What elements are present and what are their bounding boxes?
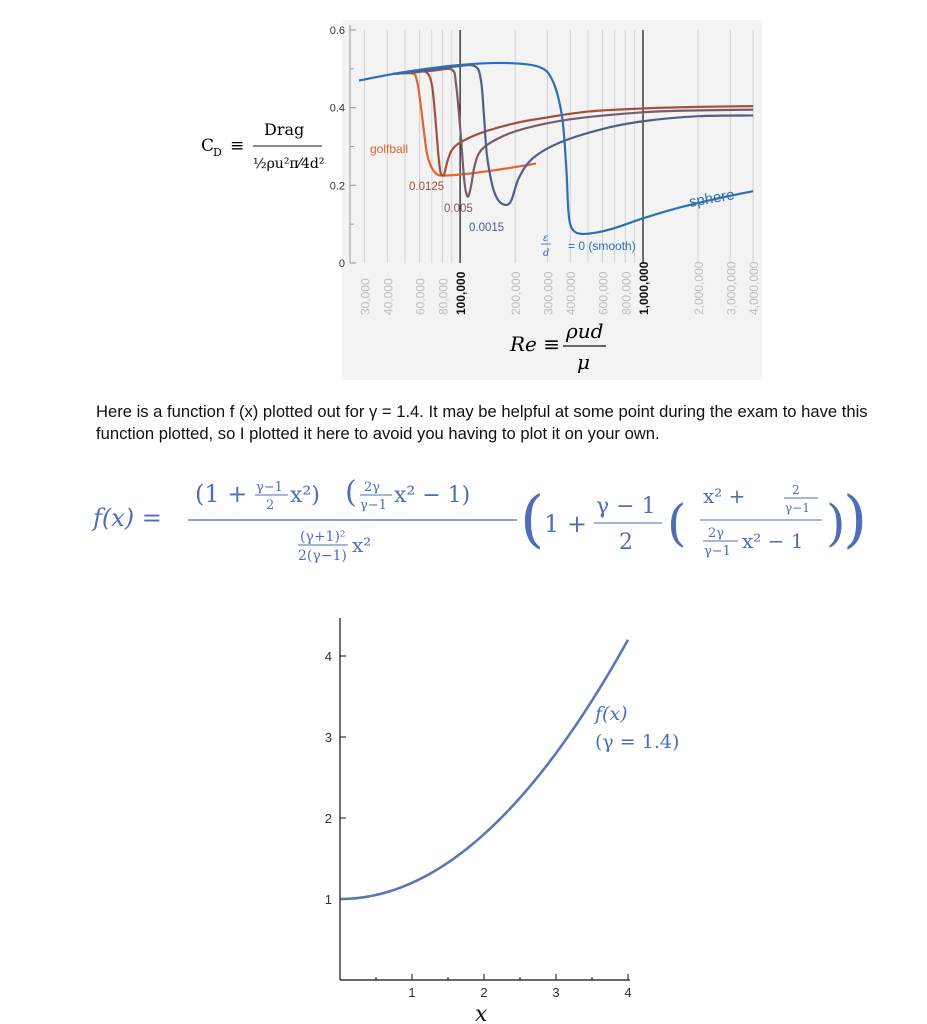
fx-annotation-line2: (γ = 1.4) (595, 731, 680, 753)
fx-x-tick-label: 4 (624, 985, 632, 1000)
formula-open-paren: ( (345, 475, 357, 510)
y-tick-label: 0.2 (329, 180, 345, 193)
formula-inner-den-rest: x² − 1 (742, 529, 804, 553)
x-tick-label: 800,000 (619, 271, 634, 315)
formula (0, 470, 927, 580)
annotation-epsilon: ε (543, 233, 549, 244)
formula-rhs-frac-den: 2 (619, 530, 633, 555)
fx-chart-ticks (325, 649, 632, 1000)
fx-y-tick-label: 4 (324, 649, 332, 664)
annotation-3: 0.005 (444, 203, 473, 215)
formula-rhs-one: 1 + (544, 510, 588, 538)
fx-y-tick-label: 1 (324, 892, 332, 907)
x-tick-label: 400,000 (564, 271, 579, 315)
x-tick-label: 300,000 (541, 271, 556, 315)
formula-num-a: (1 + (195, 480, 248, 508)
annotation-1: golfball (370, 142, 409, 156)
formula-inner-den-frac-num: 2γ (708, 526, 725, 541)
annotation-6: sphere (687, 186, 736, 211)
fx-chart-series-line (341, 640, 628, 899)
drag-chart (0, 0, 927, 395)
fx-annotation-line1: f(x) (595, 703, 628, 725)
fx-x-axis-label: x (475, 1002, 488, 1024)
formula-frac1-den: 2 (266, 498, 275, 513)
fx-chart-axes (340, 618, 630, 980)
cd-symbol: C (201, 136, 215, 156)
formula-mid-open-paren: ( (667, 494, 687, 552)
formula-inner-small-den: γ−1 (785, 501, 810, 515)
formula-lhs: f(x) = (93, 504, 162, 532)
annotation-4: 0.0015 (469, 222, 505, 234)
formula-inner-small-num: 2 (792, 483, 800, 497)
x-tick-label: 40,000 (381, 278, 396, 315)
formula-frac2-num: 2γ (364, 480, 381, 495)
formula-den-frac-den: 2(γ−1) (298, 548, 347, 564)
formula-num-b: x²) (290, 483, 320, 508)
annotation-d: d (543, 248, 550, 259)
x-tick-label: 60,000 (413, 278, 428, 315)
formula-den-x: x² (352, 533, 372, 557)
x-tick-label: 30,000 (358, 278, 373, 315)
cd-definition (201, 120, 324, 172)
re-numerator: ρud (566, 319, 604, 343)
formula-den-frac-num: (γ+1)² (300, 529, 346, 545)
fx-chart-annotation (593, 703, 679, 753)
formula-big-close-paren: ) (843, 482, 868, 555)
instruction-paragraph: Here is a function f (x) plotted out for γ = 1.4. It may be helpful at some point during the exam to have this function plotted, so I plotted it here to avoid you having to plot it on your own. (96, 402, 868, 443)
re-lhs: Re ≡ (510, 332, 561, 356)
y-tick-label: 0.6 (329, 25, 345, 37)
formula-big-open-paren: ( (520, 482, 545, 555)
y-tick-label: 0 (338, 258, 345, 270)
re-denominator: μ (577, 350, 590, 374)
x-tick-label: 200,000 (509, 271, 524, 315)
x-tick-label: 1,000,000 (637, 261, 652, 315)
formula-mid-close-paren: ) (826, 494, 846, 552)
cd-equiv: ≡ (230, 136, 245, 156)
cd-denominator: ½ρu²π⁄4d² (253, 156, 325, 172)
fx-y-tick-label: 3 (324, 730, 332, 745)
fx-x-tick-label: 2 (480, 985, 488, 1000)
formula-frac1-num: γ−1 (256, 480, 283, 495)
formula-num-c: x² − 1) (394, 483, 471, 508)
x-tick-label: 80,000 (436, 278, 451, 315)
x-tick-label: 4,000,000 (747, 261, 762, 315)
cd-numerator: Drag (264, 120, 305, 139)
formula-inner-den-frac-den: γ−1 (704, 544, 731, 559)
fx-y-tick-label: 2 (324, 811, 332, 826)
formula-frac2-den: γ−1 (360, 498, 387, 513)
fx-x-tick-label: 3 (552, 985, 560, 1000)
x-tick-label: 3,000,000 (724, 261, 739, 315)
formula-rhs-frac-num: γ − 1 (596, 494, 656, 519)
annotation-5: = 0 (smooth) (568, 239, 636, 253)
formula-inner-num-a: x² + (703, 484, 746, 508)
fx-x-tick-label: 1 (408, 985, 416, 1000)
y-tick-label: 0.4 (329, 102, 345, 115)
x-tick-label: 2,000,000 (692, 261, 707, 315)
x-tick-label: 600,000 (596, 271, 611, 315)
cd-subscript: D (213, 146, 222, 159)
annotation-2: 0.0125 (409, 181, 445, 193)
x-tick-label: 100,000 (454, 271, 469, 315)
